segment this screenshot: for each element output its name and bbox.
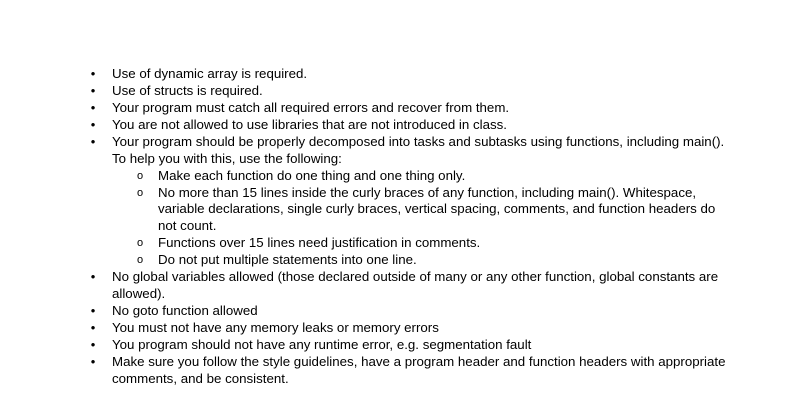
bullet-icon: • [90,83,96,99]
requirement-followup-text: To help you with this, use the following: [112,150,342,166]
bullet-icon: • [90,100,96,116]
sub-list-item [112,252,731,269]
list-item [0,269,791,302]
list-item [0,320,791,337]
hollow-bullet-icon: o [136,186,144,199]
list-item [0,117,791,134]
list-item [0,83,791,100]
sub-list-item [112,185,731,235]
requirement-text: Make sure you follow the style guidelines, have a program header and function headers with appropriate comments, and be consistent. [112,354,726,386]
requirements-list [0,66,791,387]
bullet-icon: • [90,337,96,352]
requirement-text: You are not allowed to use libraries that are not introduced in class. [112,117,507,133]
list-item [0,134,791,268]
sub-requirements-list [112,168,731,269]
sub-requirement-text: No more than 15 lines inside the curly braces of any function, including main(). Whitespace, variable declarations, single curly braces, vertical spacing, comments, and function headers do not count. [158,184,716,233]
list-item [0,354,791,387]
requirement-text: No global variables allowed (those declared outside of many or any other function, global constants are allowed). [112,269,719,301]
requirement-text: Your program must catch all required errors and recover from them. [112,100,510,116]
requirement-text: You must not have any memory leaks or memory errors [112,319,439,335]
requirement-text: Use of structs is required. [112,83,263,99]
sub-list-item [112,168,731,185]
bullet-icon: • [90,117,96,133]
bullet-icon: • [90,319,96,335]
sub-requirement-text: Functions over 15 lines need justification in comments. [158,234,481,250]
requirement-text: Use of dynamic array is required. [112,66,308,81]
hollow-bullet-icon: o [136,254,144,267]
sub-requirement-text: Make each function do one thing and one thing only. [158,167,466,183]
requirement-text: No goto function allowed [112,302,258,318]
sub-requirement-text: Do not put multiple statements into one line. [158,252,417,268]
bullet-icon: • [90,66,96,81]
requirements-document [0,66,791,388]
list-item [0,66,791,83]
list-item [0,100,791,117]
bullet-icon: • [90,354,96,370]
bullet-icon: • [90,269,96,285]
hollow-bullet-icon: o [136,236,144,249]
bullet-icon: • [90,302,96,318]
requirement-text: Your program should be properly decomposed into tasks and subtasks using functions, including main(). [112,134,725,150]
list-item [0,337,791,354]
hollow-bullet-icon: o [136,169,144,182]
list-item [0,303,791,320]
requirement-text: You program should not have any runtime error, e.g. segmentation fault [112,337,532,352]
sub-list-item [112,235,731,252]
bullet-icon: • [90,134,96,150]
